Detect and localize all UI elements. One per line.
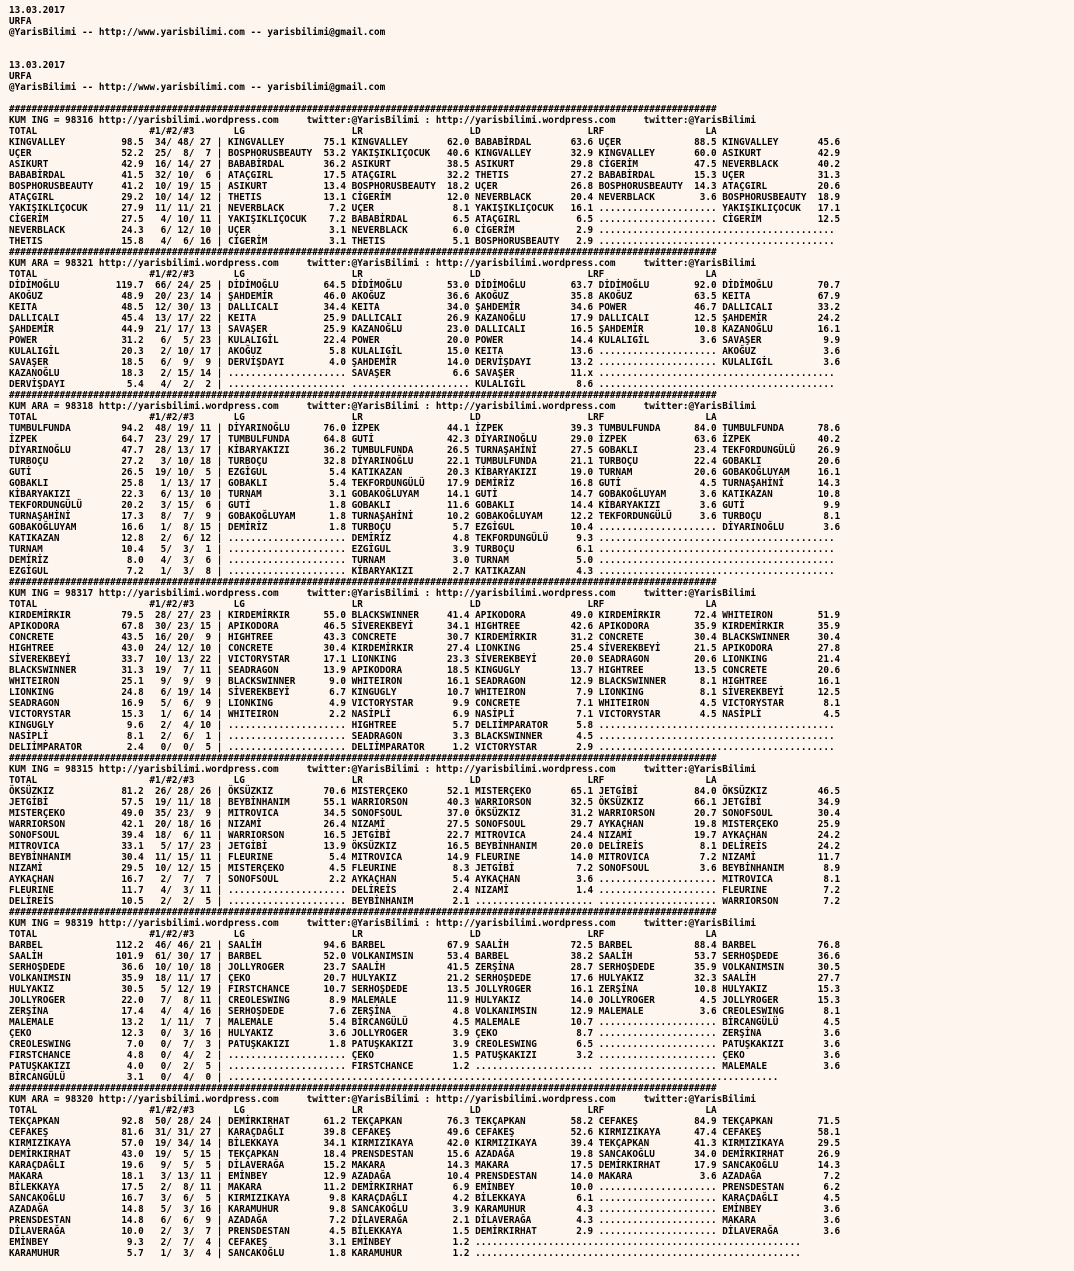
report-line: @YarisBilimi -- http://www.yarisbilimi.com -- yarisbilimi@gmail.com bbox=[9, 82, 386, 93]
report-line: KIRDEMİRKIR 79.5 28/ 27/ 23 | KIRDEMİRKIR 55.0 BLACKSWINNER 41.4 APIKODORA 49.0 KIRDEMİRKIR 72.4 WHITEIRON 51.9 bbox=[9, 610, 841, 621]
report-line: @YarisBilimi -- http://www.yarisbilimi.com -- yarisbilimi@gmail.com bbox=[9, 27, 386, 38]
report-line bbox=[9, 93, 1074, 104]
report-line: MISTERÇEKO 49.0 35/ 23/ 9 | MITROVICA 34.5 SONOFSOUL 37.0 ÖKSÜZKIZ 31.2 WARRIORSON 20.7 SONOFSOUL 30.4 bbox=[9, 808, 841, 819]
report-line: KEITA 48.5 12/ 30/ 13 | DALLICALI 34.4 KEITA 34.0 ŞAHDEMİR 34.6 POWER 46.7 DALLICALI 33.2 bbox=[9, 302, 841, 313]
report-line: ÖKSÜZKIZ 81.2 26/ 28/ 26 | ÖKSÜZKIZ 70.6 MISTERÇEKO 52.1 MISTERÇEKO 65.1 JETGİBİ 84.0 ÖKSÜZKIZ 46.5 bbox=[9, 786, 841, 797]
report-line: MITROVICA 33.1 5/ 17/ 23 | JETGİBİ 13.9 ÖKSÜZKIZ 16.5 BEYBİNHANIM 20.0 DELİREİS 8.1 DELİREİS 24.2 bbox=[9, 841, 841, 852]
report-line: SEADRAGON 16.9 5/ 6/ 9 | LIONKING 4.9 VICTORYSTAR 9.9 CONCRETE 7.1 WHITEIRON 4.5 VICTORYSTAR 8.1 bbox=[9, 698, 841, 709]
report-line: SİVEREKBEYİ 33.7 10/ 13/ 22 | VICTORYSTAR 17.1 LIONKING 23.3 SİVEREKBEYİ 20.0 SEADRAGON 20.6 LIONKING 21.4 bbox=[9, 654, 841, 665]
report-line: FIRSTCHANCE 4.8 0/ 4/ 2 | ..................... ÇEKO 1.5 PATUŞKAKIZI 3.2 ..................... ÇEKO 3.6 bbox=[9, 1050, 841, 1061]
report-line: THETIS 15.8 4/ 6/ 16 | CİGERİM 3.1 THETIS 5.1 BOSPHORUSBEAUTY 2.9 .......................................... bbox=[9, 236, 835, 247]
report-line: ############################################################################################################################## bbox=[9, 390, 717, 401]
report-line: BABABİRDAL 41.5 32/ 10/ 6 | ATAÇGIRL 17.5 ATAÇGIRL 32.2 THETIS 27.2 BABABİRDAL 15.3 UÇER 31.3 bbox=[9, 170, 841, 181]
report-line: TURNAŞAHİNİ 17.3 8/ 7/ 9 | GOBAKOĞLUYAM 1.8 TURNAŞAHİNİ 10.2 GOBAKOĞLUYAM 12.2 TEKFORDUNGÜLÜ 3.6 TURBOÇU 8.1 bbox=[9, 511, 841, 522]
report-line: DELIİMPARATOR 2.4 0/ 0/ 5 | ..................... DELIİMPARATOR 1.2 VICTORYSTAR 2.9 .......................................... bbox=[9, 742, 835, 753]
report-line: CONCRETE 43.5 16/ 20/ 9 | HIGHTREE 43.3 CONCRETE 30.7 KIRDEMİRKIR 31.2 CONCRETE 30.4 BLACKSWINNER 30.4 bbox=[9, 632, 841, 643]
report-line: KUM ARA = 98318 http://yarisbilimi.wordpress.com twitter:@YarisBilimi : http://yarisbilimi.wordpress.com twitter:@YarisBilimi bbox=[9, 401, 756, 412]
report-line: FLEURINE 11.7 4/ 3/ 11 | ..................... DELİREİS 2.4 NIZAMİ 1.4 ..................... FLEURINE 7.2 bbox=[9, 885, 841, 896]
report-line: GUTİ 26.5 19/ 10/ 5 | EZGİGUL 5.4 KATIKAZAN 20.3 KİBARYAKIZI 19.0 TURNAM 20.6 GOBAKOĞLUYAM 16.1 bbox=[9, 467, 841, 478]
report-line: KUM ING = 98316 http://yarisbilimi.wordpress.com twitter:@YarisBilimi : http://yarisbilimi.wordpress.com twitter:@YarisBilimi bbox=[9, 115, 756, 126]
report-line: TURBOÇU 27.2 3/ 10/ 18 | TURBOÇU 32.8 DİYARINOĞLU 22.1 TUMBULFUNDA 21.1 TURBOÇU 22.4 GOBAKLI 20.6 bbox=[9, 456, 841, 467]
report-line: AZADAĞA 14.8 5/ 3/ 16 | KARAMUHUR 9.8 SANCAKOĞLU 3.9 KARAMUHUR 4.3 ..................... EMİNBEY 3.6 bbox=[9, 1204, 841, 1215]
report-line: 13.03.2017 bbox=[9, 60, 66, 71]
report-line: NASİPLİ 8.1 2/ 6/ 1 | ..................... SEADRAGON 3.3 BLACKSWINNER 4.5 .......................................... bbox=[9, 731, 835, 742]
report-line: KARAMUHUR 5.7 1/ 3/ 4 | SANCAKOĞLU 1.8 KARAMUHUR 1.2 .......................................................... bbox=[9, 1248, 801, 1259]
report-line: MAKARA 18.1 3/ 13/ 11 | EMİNBEY 12.9 AZADAĞA 10.4 PRENSDESTAN 14.0 MAKARA 3.6 AZADAĞA 7.2 bbox=[9, 1171, 841, 1182]
report-line: TEKFORDUNGÜLÜ 20.2 3/ 15/ 6 | GUTİ 1.8 GOBAKLI 11.6 GOBAKLI 14.4 KİBARYAKIZI 3.6 GUTİ 9.9 bbox=[9, 500, 841, 511]
report-line: AKOĞUZ 48.9 20/ 23/ 14 | ŞAHDEMİR 46.0 AKOĞUZ 36.6 AKOĞUZ 35.8 AKOĞUZ 63.5 KEITA 67.9 bbox=[9, 291, 841, 302]
report-line: KINGUGLY 9.6 2/ 4/ 10 | ..................... HIGHTREE 5.7 DELIİMPARATOR 5.8 .......................................... bbox=[9, 720, 835, 731]
report-line: URFA bbox=[9, 71, 32, 82]
report-line bbox=[9, 49, 1074, 60]
report-line: TOTAL #1/#2/#3 LG LR LD LRF LA bbox=[9, 599, 717, 610]
report-line: HULYAKIZ 30.5 5/ 12/ 19 | FIRSTCHANCE 10.7 SERHOŞDEDE 13.5 JOLLYROGER 16.1 ZERŞİNA 10.8 HULYAKIZ 15.3 bbox=[9, 984, 841, 995]
report-line: TOTAL #1/#2/#3 LG LR LD LRF LA bbox=[9, 775, 717, 786]
report-line: MALEMALE 13.2 1/ 11/ 7 | MALEMALE 5.4 BİRCANGÜLÜ 4.5 MALEMALE 10.7 ..................... BİRCANGÜLÜ 4.5 bbox=[9, 1017, 841, 1028]
report-line: İZPEK 64.7 23/ 29/ 17 | TUMBULFUNDA 64.8 GUTİ 42.3 DİYARINOĞLU 29.0 İZPEK 63.6 İZPEK 40.2 bbox=[9, 434, 841, 445]
report-line: BİLEKKAYA 17.5 2/ 8/ 11 | MAKARA 11.2 DEMİRKIRHAT 6.9 EMİNBEY 10.0 ..................... PRENSDESTAN 6.2 bbox=[9, 1182, 841, 1193]
report-line: SAALİH 101.9 61/ 30/ 17 | BARBEL 52.0 VOLKANIMSIN 53.4 BARBEL 38.2 SAALİH 53.7 SERHOŞDEDE 36.6 bbox=[9, 951, 841, 962]
report-line: TOTAL #1/#2/#3 LG LR LD LRF LA bbox=[9, 412, 717, 423]
report-line: CEFAKEŞ 81.6 31/ 31/ 27 | KARAÇDAĞLI 39.8 CEFAKEŞ 49.6 CEFAKEŞ 52.6 KIRMIZIKAYA 47.4 CEFAKEŞ 58.1 bbox=[9, 1127, 841, 1138]
report-line: DEMİRKIRHAT 43.0 19/ 5/ 15 | TEKÇAPKAN 18.4 PRENSDESTAN 15.6 AZADAĞA 19.8 SANCAKOĞLU 34.0 DEMİRKIRHAT 26.9 bbox=[9, 1149, 841, 1160]
report-line: ZERŞİNA 17.4 4/ 4/ 16 | SERHOŞDEDE 7.6 ZERŞİNA 4.8 VOLKANIMSIN 12.9 MALEMALE 3.6 CREOLESWING 8.1 bbox=[9, 1006, 841, 1017]
report-line: KİBARYAKIZI 22.3 6/ 13/ 10 | TURNAM 3.1 GOBAKOĞLUYAM 14.1 GUTİ 14.7 GOBAKOĞLUYAM 3.6 KATIKAZAN 10.8 bbox=[9, 489, 841, 500]
report-line: ASIKURT 42.9 16/ 14/ 27 | BABABİRDAL 36.2 ASIKURT 38.5 ASIKURT 29.8 CİGERİM 47.5 NEVERBLACK 40.2 bbox=[9, 159, 841, 170]
report-line: ############################################################################################################################## bbox=[9, 577, 717, 588]
report-line: TOTAL #1/#2/#3 LG LR LD LRF LA bbox=[9, 1105, 717, 1116]
report-line: DİYARINOĞLU 47.7 28/ 13/ 17 | KİBARYAKIZI 36.2 TUMBULFUNDA 26.5 TURNAŞAHİNİ 27.5 GOBAKLI 23.4 TEKFORDUNGÜLÜ 26.9 bbox=[9, 445, 841, 456]
report-line: ATAÇGIRL 29.2 10/ 14/ 12 | THETIS 13.1 CİGERİM 12.0 NEVERBLACK 20.4 NEVERBLACK 3.6 BOSPHORUSBEAUTY 18.9 bbox=[9, 192, 841, 203]
report-line: KINGVALLEY 98.5 34/ 48/ 27 | KINGVALLEY 75.1 KINGVALLEY 62.0 BABABİRDAL 63.6 UÇER 88.5 KINGVALLEY 45.6 bbox=[9, 137, 841, 148]
report-line: AYKAÇHAN 16.7 2/ 7/ 7 | SONOFSOUL 2.2 AYKAÇHAN 5.4 AYKAÇHAN 3.6 ..................... MITROVICA 8.1 bbox=[9, 874, 841, 885]
report-line: JOLLYROGER 22.0 7/ 8/ 11 | CREOLESWING 8.9 MALEMALE 11.9 HULYAKIZ 14.0 JOLLYROGER 4.5 JOLLYROGER 15.3 bbox=[9, 995, 841, 1006]
report-line: POWER 31.2 6/ 5/ 23 | KULALIGİL 22.4 POWER 20.0 POWER 14.4 KULALIGİL 3.6 SAVAŞER 9.9 bbox=[9, 335, 841, 346]
report-line: UÇER 52.2 25/ 8/ 7 | BOSPHORUSBEAUTY 53.2 YAKIŞIKLIÇOCUK 40.6 KINGVALLEY 32.9 KINGVALLEY 60.0 ASIKURT 42.9 bbox=[9, 148, 841, 159]
report-line: VOLKANIMSIN 35.9 18/ 11/ 17 | ÇEKO 20.7 HULYAKIZ 21.2 SERHOŞDEDE 17.6 HULYAKIZ 32.3 SAALİH 27.7 bbox=[9, 973, 841, 984]
report-line: ÇEKO 12.3 0/ 3/ 16 | HULYAKIZ 3.6 JOLLYROGER 3.9 ÇEKO 8.7 ..................... ZERŞİNA 3.6 bbox=[9, 1028, 841, 1039]
report-line: 13.03.2017 bbox=[9, 5, 66, 16]
report-line: KUM ARA = 98320 http://yarisbilimi.wordpress.com twitter:@YarisBilimi : http://yarisbilimi.wordpress.com twitter:@YarisBilimi bbox=[9, 1094, 756, 1105]
report-line: DALLICALI 45.4 13/ 17/ 22 | KEITA 25.9 DALLICALI 26.9 KAZANOĞLU 17.9 DALLICALI 12.5 ŞAHDEMİR 24.2 bbox=[9, 313, 841, 324]
report-line: ############################################################################################################################## bbox=[9, 104, 717, 115]
report-line: SONOFSOUL 39.4 18/ 6/ 11 | WARRIORSON 16.5 JETGİBİ 22.7 MITROVICA 24.4 NIZAMİ 19.7 AYKAÇHAN 24.2 bbox=[9, 830, 841, 841]
report-line: GOBAKOĞLUYAM 16.6 1/ 8/ 15 | DEMİRİZ 1.8 TURBOÇU 5.7 EZGİGUL 10.4 ..................... DİYARINOĞLU 3.6 bbox=[9, 522, 841, 533]
report-line: TOTAL #1/#2/#3 LG LR LD LRF LA bbox=[9, 269, 717, 280]
report-line: SERHOŞDEDE 36.6 10/ 10/ 18 | JOLLYROGER 23.7 SAALİH 41.5 ZERŞİNA 28.7 SERHOŞDEDE 35.9 VOLKANIMSIN 30.5 bbox=[9, 962, 841, 973]
report-line: DİLAVERAĞA 10.0 2/ 3/ 7 | PRENSDESTAN 4.5 BİLEKKAYA 1.5 DEMİRKIRHAT 2.9 ..................... DİLAVERAĞA 3.6 bbox=[9, 1226, 841, 1237]
report-line: VICTORYSTAR 15.3 1/ 6/ 14 | WHITEIRON 2.2 NASİPLİ 6.9 NASİPLİ 7.1 VICTORYSTAR 4.5 NASİPLİ 4.5 bbox=[9, 709, 841, 720]
report-line: KULALIGİL 20.3 2/ 10/ 17 | AKOĞUZ 5.8 KULALIGİL 15.0 KEITA 13.6 ..................... AKOĞUZ 3.6 bbox=[9, 346, 841, 357]
report-line: SAVAŞER 18.5 6/ 9/ 9 | DERVİŞDAYI 4.0 ŞAHDEMİR 14.0 DERVİŞDAYI 13.2 ..................... KULALIGİL 3.6 bbox=[9, 357, 841, 368]
report-line: EMİNBEY 9.3 2/ 7/ 4 | CEFAKEŞ 3.1 EMİNBEY 1.2 .......................................................... bbox=[9, 1237, 801, 1248]
report-line: SANCAKOĞLU 16.7 3/ 6/ 5 | KIRMIZIKAYA 9.8 KARAÇDAĞLI 4.2 BİLEKKAYA 6.1 ..................... KARAÇDAĞLI 4.5 bbox=[9, 1193, 841, 1204]
report-line: NEVERBLACK 24.3 6/ 12/ 10 | UÇER 3.1 NEVERBLACK 6.0 CİGERİM 2.9 .......................................... bbox=[9, 225, 835, 236]
report-line: HIGHTREE 43.0 24/ 12/ 10 | CONCRETE 30.4 KIRDEMİRKIR 27.4 LIONKING 25.4 SİVEREKBEYİ 21.5 APIKODORA 27.8 bbox=[9, 643, 841, 654]
report-line: DELİREİS 10.5 2/ 2/ 5 | ..................... BEYBİNHANIM 2.1 ..................... ..................... WARRIORSON 7.2 bbox=[9, 896, 841, 907]
report-line: NIZAMİ 29.5 10/ 12/ 15 | MISTERÇEKO 4.5 FLEURINE 8.3 JETGİBİ 7.2 SONOFSOUL 3.6 BEYBİNHANIM 8.9 bbox=[9, 863, 841, 874]
report-line: PATUŞKAKIZI 4.0 0/ 2/ 5 | ..................... FIRSTCHANCE 1.2 ..................... ..................... MALEMALE 3.6 bbox=[9, 1061, 841, 1072]
report-line: YAKIŞIKLIÇOCUK 27.9 11/ 11/ 21 | NEVERBLACK 7.2 UÇER 8.1 YAKIŞIKLIÇOCUK 16.1 ..................... YAKIŞIKLIÇOCUK 17.1 bbox=[9, 203, 841, 214]
report-line: KUM ARA = 98321 http://yarisbilimi.wordpress.com twitter:@YarisBilimi : http://yarisbilimi.wordpress.com twitter:@YarisBilimi bbox=[9, 258, 756, 269]
report-line: TURNAM 10.4 5/ 3/ 1 | ..................... EZGİGUL 3.9 TURBOÇU 6.1 .......................................... bbox=[9, 544, 835, 555]
report-line: KARAÇDAĞLI 19.6 9/ 5/ 5 | DİLAVERAĞA 15.2 MAKARA 14.3 MAKARA 17.5 DEMİRKIRHAT 17.9 SANCAKOĞLU 14.3 bbox=[9, 1160, 841, 1171]
report-line: KUM ING = 98317 http://yarisbilimi.wordpress.com twitter:@YarisBilimi : http://yarisbilimi.wordpress.com twitter:@YarisBilimi bbox=[9, 588, 756, 599]
report-line: WHITEIRON 25.1 9/ 9/ 9 | BLACKSWINNER 9.0 WHITEIRON 16.1 SEADRAGON 12.9 BLACKSWINNER 8.1 HIGHTREE 16.1 bbox=[9, 676, 841, 687]
report-line: TEKÇAPKAN 92.8 50/ 28/ 24 | DEMİRKIRHAT 61.2 TEKÇAPKAN 76.3 TEKÇAPKAN 58.2 CEFAKEŞ 84.9 TEKÇAPKAN 71.5 bbox=[9, 1116, 841, 1127]
report-line: WARRIORSON 42.1 20/ 18/ 16 | NIZAMİ 26.4 NIZAMİ 27.5 SONOFSOUL 29.7 AYKAÇHAN 19.8 MISTERÇEKO 25.9 bbox=[9, 819, 841, 830]
report-line: BİRCANGÜLÜ 3.1 0/ 4/ 0 | .................................................................................................. bbox=[9, 1072, 779, 1083]
report-line: ############################################################################################################################## bbox=[9, 247, 717, 258]
report-line: CİGERİM 27.5 4/ 10/ 11 | YAKIŞIKLIÇOCUK 7.2 BABABİRDAL 6.5 ATAÇGIRL 6.5 ..................... CİGERİM 12.5 bbox=[9, 214, 841, 225]
report-line: DİDİMOĞLU 119.7 66/ 24/ 25 | DİDİMOĞLU 64.5 DİDİMOĞLU 53.0 DİDİMOĞLU 63.7 DİDİMOĞLU 92.0 DİDİMOĞLU 70.7 bbox=[9, 280, 841, 291]
report-line: TOTAL #1/#2/#3 LG LR LD LRF LA bbox=[9, 929, 717, 940]
report-line: DEMİRİZ 8.0 4/ 3/ 6 | ..................... TURNAM 3.0 TURNAM 5.0 .......................................... bbox=[9, 555, 835, 566]
report-line: KUM ING = 98319 http://yarisbilimi.wordpress.com twitter:@YarisBilimi : http://yarisbilimi.wordpress.com twitter:@YarisBilimi bbox=[9, 918, 756, 929]
report-line: DERVİŞDAYI 5.4 4/ 2/ 2 | ..................... ..................... KULALIGİL 8.6 .......................................... bbox=[9, 379, 835, 390]
report-line: KAZANOĞLU 18.3 2/ 15/ 14 | ..................... SAVAŞER 6.6 SAVAŞER 11.x .......................................... bbox=[9, 368, 835, 379]
report-line: JETGİBİ 57.5 19/ 11/ 18 | BEYBİNHANIM 55.1 WARRIORSON 40.3 WARRIORSON 32.5 ÖKSÜZKIZ 66.1 JETGİBİ 34.9 bbox=[9, 797, 841, 808]
report-line: BEYBİNHANIM 30.4 11/ 15/ 11 | FLEURINE 5.4 MITROVICA 14.9 FLEURINE 14.0 MITROVICA 7.2 NIZAMİ 11.7 bbox=[9, 852, 841, 863]
report-line: BLACKSWINNER 31.3 19/ 7/ 11 | SEADRAGON 13.9 APIKODORA 18.5 KINGUGLY 13.7 HIGHTREE 13.5 CONCRETE 20.6 bbox=[9, 665, 841, 676]
report-line: BARBEL 112.2 46/ 46/ 21 | SAALİH 94.6 BARBEL 67.9 SAALİH 72.5 BARBEL 88.4 BARBEL 76.8 bbox=[9, 940, 841, 951]
report-line: ############################################################################################################################## bbox=[9, 753, 717, 764]
report-line: KATIKAZAN 12.8 2/ 6/ 12 | ..................... DEMİRİZ 4.8 TEKFORDUNGÜLÜ 9.3 .......................................... bbox=[9, 533, 835, 544]
report-line: BOSPHORUSBEAUTY 41.2 10/ 19/ 15 | ASIKURT 13.4 BOSPHORUSBEAUTY 18.2 UÇER 26.8 BOSPHORUSBEAUTY 14.3 ATAÇGIRL 20.6 bbox=[9, 181, 841, 192]
report-line: KIRMIZIKAYA 57.0 19/ 34/ 14 | BİLEKKAYA 34.1 KIRMIZIKAYA 42.0 KIRMIZIKAYA 39.4 TEKÇAPKAN 41.3 KIRMIZIKAYA 29.5 bbox=[9, 1138, 841, 1149]
report-line: CREOLESWING 7.0 0/ 7/ 3 | PATUŞKAKIZI 1.8 PATUŞKAKIZI 3.9 CREOLESWING 6.5 ..................... PATUŞKAKIZI 3.6 bbox=[9, 1039, 841, 1050]
report-line: TUMBULFUNDA 94.2 48/ 19/ 11 | DİYARINOĞLU 76.0 İZPEK 44.1 İZPEK 39.3 TUMBULFUNDA 84.0 TUMBULFUNDA 78.6 bbox=[9, 423, 841, 434]
report-line: ŞAHDEMİR 44.9 21/ 17/ 13 | SAVAŞER 25.9 KAZANOĞLU 23.0 DALLICALI 16.5 ŞAHDEMİR 10.8 KAZANOĞLU 16.1 bbox=[9, 324, 841, 335]
report-line: TOTAL #1/#2/#3 LG LR LD LRF LA bbox=[9, 126, 717, 137]
report-line: ############################################################################################################################## bbox=[9, 1083, 717, 1094]
report-line: EZGİGUL 7.2 1/ 3/ 8 | ..................... KİBARYAKIZI 2.7 KATIKAZAN 4.3 .......................................... bbox=[9, 566, 835, 577]
report-line: APIKODORA 67.8 30/ 23/ 15 | APIKODORA 46.5 SİVEREKBEYİ 34.1 HIGHTREE 42.6 APIKODORA 35.9 KIRDEMİRKIR 35.9 bbox=[9, 621, 841, 632]
report-line: GOBAKLI 25.8 1/ 13/ 17 | GOBAKLI 5.4 TEKFORDUNGÜLÜ 17.9 DEMİRİZ 16.8 GUTİ 4.5 TURNAŞAHİNİ 14.3 bbox=[9, 478, 841, 489]
report-line: LIONKING 24.8 6/ 19/ 14 | SİVEREKBEYİ 6.7 KINGUGLY 10.7 WHITEIRON 7.9 LIONKING 8.1 SİVEREKBEYİ 12.5 bbox=[9, 687, 841, 698]
report-line: ############################################################################################################################## bbox=[9, 907, 717, 918]
report-line: URFA bbox=[9, 16, 32, 27]
report-line: KUM ING = 98315 http://yarisbilimi.wordpress.com twitter:@YarisBilimi : http://yarisbilimi.wordpress.com twitter:@YarisBilimi bbox=[9, 764, 756, 775]
report-line: PRENSDESTAN 14.8 6/ 6/ 9 | AZADAĞA 7.2 DİLAVERAĞA 2.1 DİLAVERAĞA 4.3 ..................... MAKARA 3.6 bbox=[9, 1215, 841, 1226]
report-line bbox=[9, 38, 1074, 49]
